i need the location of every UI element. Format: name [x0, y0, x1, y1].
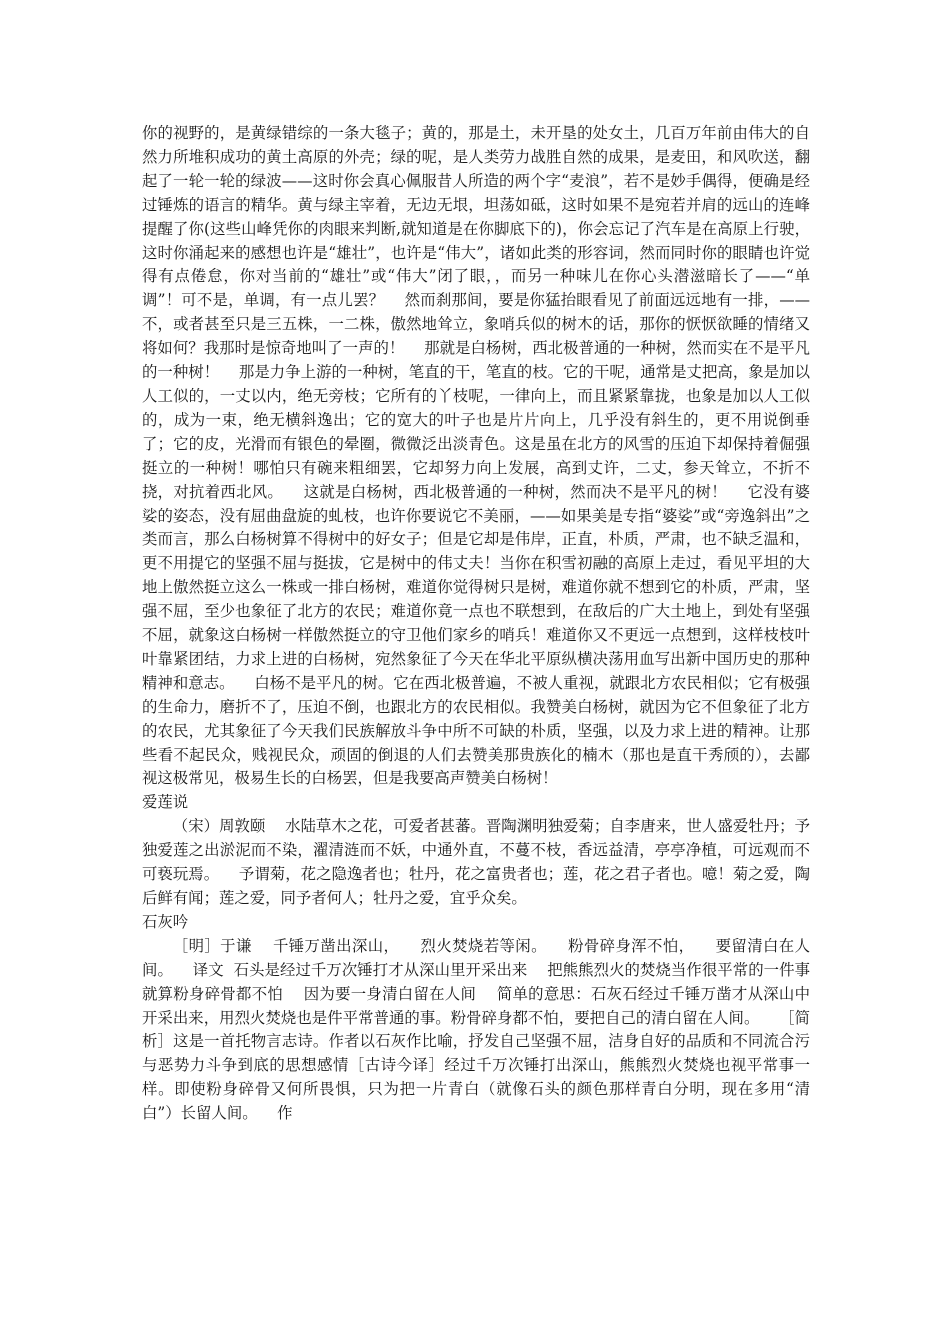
shihui-text: ［明］于谦 千锤万凿出深山， 烈火焚烧若等闲。 粉骨碎身浑不怕， 要留清白在人间。 译文 石头是经过千万次锤打才从深山里开采出来 把熊熊烈火的焚烧当作很平常的一件事 就算粉身碎骨都不怕 因为要一身清白留在人间 简单的意思：石灰石经过千锤万凿才从深山中开采出来，用烈火焚烧也是件平常普通的事。粉骨碎身都不怕，要把自己的清白留在人间。 ［简析］这是一首托物言志诗。作者以石灰作比喻，抒发自己坚强不屈，洁身自好的品质和不同流合污与恶势力斗争到底的思想感情［古诗今译］经过千万次锤打出深山，熊熊烈火焚烧也视平常事一样。即使粉身碎骨又何所畏惧，只为把一片青白（就像石头的颜色那样青白分明，现在多用“清白”）长留人间。 作	[142, 936, 830, 1123]
ailian-text: （宋）周敦颐 水陆草木之花，可爱者甚蕃。晋陶渊明独爱菊；自李唐来，世人盛爱牡丹；予独爱莲之出淤泥而不染，濯清涟而不妖，中通外直，不蔓不枝，香远益清，亭亭净植，可远观而不可亵玩焉。 予谓菊，花之隐逸者也；牡丹，花之富贵者也；莲，花之君子者也。噫！菊之爱，陶后鲜有闻；莲之爱，同予者何人；牡丹之爱，宜乎众矣。	[142, 817, 810, 907]
baiyang-essay-text: 你的视野的，是黄绿错综的一条大毯子；黄的，那是土，未开垦的处女土，几百万年前由伟大的自然力所堆积成功的黄土高原的外壳；绿的呢，是人类劳力战胜自然的成果，是麦田，和风吹送，翻起了一轮一轮的绿波——这时你会真心佩服昔人所造的两个字“麦浪”，若不是妙手偶得，便确是经过锤炼的语言的精华。黄与绿主宰着，无边无垠，坦荡如砥，这时如果不是宛若并肩的远山的连峰提醒了你(这些山峰凭你的肉眼来判断,就知道是在你脚底下的)，你会忘记了汽车是在高原上行驶，这时你涌起来的感想也许是“雄壮”，也许是“伟大”，诸如此类的形容词，然而同时你的眼睛也许觉得有点倦怠，你对当前的“雄壮”或“伟大”闭了眼，，而另一种味儿在你心头潜滋暗长了——“单调”！可不是，单调，有一点儿罢？ 然而刹那间，要是你猛抬眼看见了前面远远地有一排，——不，或者甚至只是三五株，一二株，傲然地耸立，象哨兵似的树木的话，那你的恹恹欲睡的情绪又将如何？我那时是惊奇地叫了一声的！ 那就是白杨树，西北极普通的一种树，然而实在不是平凡的一种树！ 那是力争上游的一种树，笔直的干，笔直的枝。它的干呢，通常是丈把高，象是加以人工似的，一丈以内，绝无旁枝；它所有的丫枝呢，一律向上，而且紧紧靠拢，也象是加以人工似的，成为一束，绝无横斜逸出；它的宽大的叶子也是片片向上，几乎没有斜生的，更不用说倒垂了；它的皮，光滑而有银色的晕圈，微微泛出淡青色。这是虽在北方的风雪的压迫下却保持着倔强挺立的一种树！哪怕只有碗来粗细罢，它却努力向上发展，高到丈许，二丈，参天耸立，不折不挠，对抗着西北风。 这就是白杨树，西北极普通的一种树，然而决不是平凡的树！ 它没有婆娑的姿态，没有屈曲盘旋的虬枝，也许你要说它不美丽，——如果美是专指“婆娑”或“旁逸斜出”之类而言，那么白杨树算不得树中的好女子；但是它却是伟岸，正直，朴质，严肃，也不缺乏温和，更不用提它的坚强不屈与挺拔，它是树中的伟丈夫！当你在积雪初融的高原上走过，看见平坦的大地上傲然挺立这么一株或一排白杨树，难道你觉得树只是树，难道你就不想到它的朴质，严肃，坚强不屈，至少也象征了北方的农民；难道你竟一点也不联想到，在敌后的广大土地上，到处有坚强不屈，就象这白杨树一样傲然挺立的守卫他们家乡的哨兵！难道你又不更远一点想到，这样枝枝叶叶靠紧团结，力求上进的白杨树，宛然象征了今天在华北平原纵横决荡用血写出新中国历史的那种精神和意志。 白杨不是平凡的树。它在西北极普遍，不被人重视，就跟北方农民相似；它有极强的生命力，磨折不了，压迫不倒，也跟北方的农民相似。我赞美白杨树，就因为它不但象征了北方的农民，尤其象征了今天我们民族解放斗争中所不可缺的朴质，坚强，以及力求上进的精神。让那些看不起民众，贱视民众，顽固的倒退的人们去赞美那贵族化的楠木（那也是直干秀颀的），去鄙视这极常见，极易生长的白杨罢，但是我要高声赞美白杨树！	[142, 124, 810, 788]
ailian-title: 爱莲说	[142, 793, 189, 812]
document-page	[142, 122, 830, 1126]
shihui-title: 石灰吟	[142, 912, 189, 931]
